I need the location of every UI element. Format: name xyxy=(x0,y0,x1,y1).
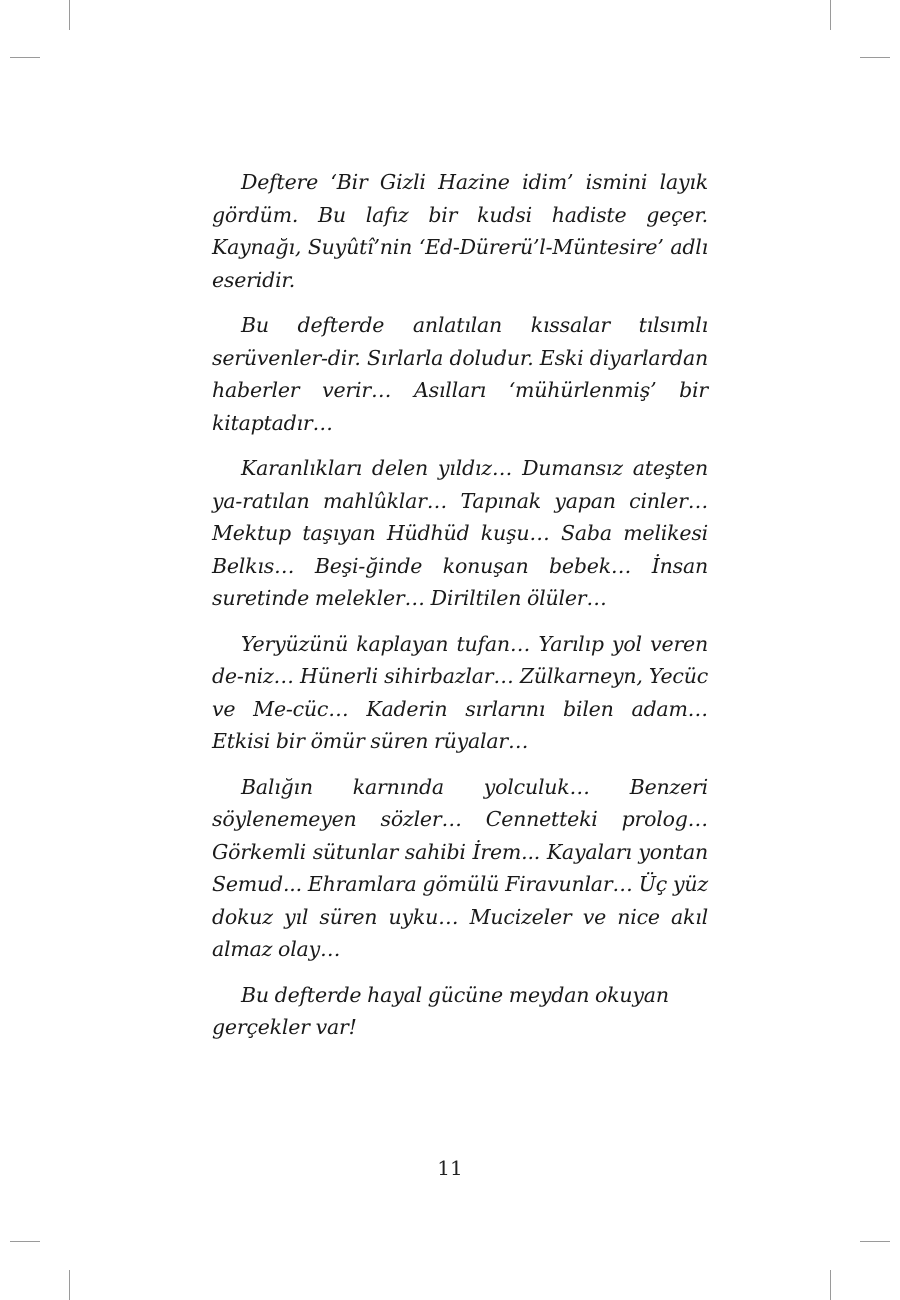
crop-mark-bottom-left-horizontal xyxy=(10,1241,40,1242)
crop-mark-top-left-vertical xyxy=(69,0,70,30)
crop-mark-bottom-left-vertical xyxy=(69,1270,70,1300)
crop-mark-top-left-horizontal xyxy=(10,57,40,58)
paragraph: Bu defterde hayal gücüne meydan okuyan gerçekler var! xyxy=(212,982,669,1039)
paragraph: Deftere ‘Bir Gizli Hazine idim’ ismini layık gördüm. Bu lafız bir kudsi hadiste geçer. Kaynağı, Suyûtî’nin ‘Ed-Dürerü’l-Müntesire’ adlı eseridir. xyxy=(212,170,708,292)
crop-mark-top-right-vertical xyxy=(830,0,831,30)
paragraph: Karanlıkları delen yıldız… Dumansız ateşten ya-ratılan mahlûklar… Tapınak yapan cinler… Mektup taşıyan Hüdhüd kuşu… Saba melikesi Belkıs… Beşi-ğinde konuşan bebek… İnsan suretinde melekler… Diriltilen ölüler… xyxy=(212,456,708,610)
crop-mark-bottom-right-vertical xyxy=(830,1270,831,1300)
page-number: 11 xyxy=(437,1156,463,1180)
body-text xyxy=(212,166,708,1057)
crop-mark-bottom-right-horizontal xyxy=(860,1241,890,1242)
crop-mark-top-right-horizontal xyxy=(860,57,890,58)
paragraph: Yeryüzünü kaplayan tufan… Yarılıp yol veren de-niz… Hünerli sihirbazlar… Zülkarneyn, Yecüc ve Me-cüc… Kaderin sırlarını bilen adam… Etkisi bir ömür süren rüyalar… xyxy=(212,631,708,753)
paragraph: Bu defterde anlatılan kıssalar tılsımlı serüvenler-dir. Sırlarla doludur. Eski diyarlardan haberler verir… Asılları ‘mühürlenmiş’ bir kitaptadır… xyxy=(212,313,708,435)
paragraph: Balığın karnında yolculuk… Benzeri söylenemeyen sözler… Cennetteki prolog… Görkemli sütunlar sahibi İrem... Kayaları yontan Semud... Ehramlara gömülü Firavunlar… Üç yüz dokuz yıl süren uyku… Mucizeler ve nice akıl almaz olay… xyxy=(212,774,708,961)
